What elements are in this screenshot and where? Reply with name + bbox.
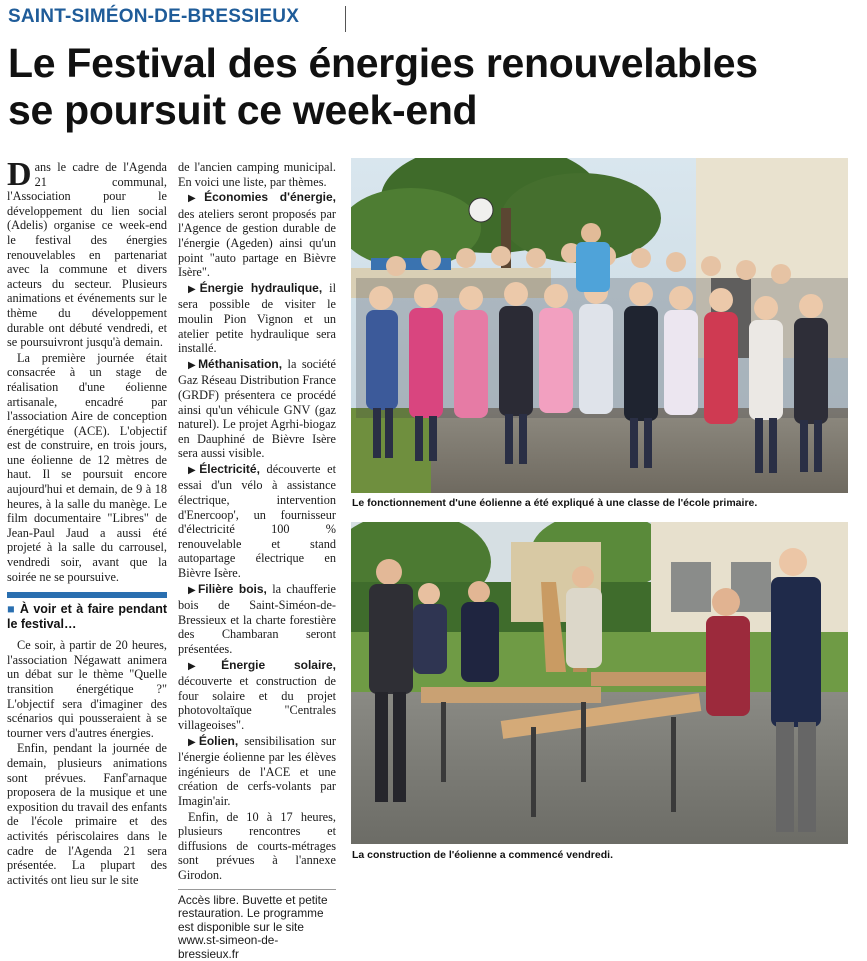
paragraph-stage: La première journée était consacrée à un stage de réalisation d'une éolienne artisanale, encadré par l'association Aire de conception énergétique (ACE). L'objectif est de construire, en trois jours, une éolienne de 12 mètres de haut. Il se poursuit encore aujourd'hui et demain, de 9 à 18 heures, à la salle du manège. Le film documentaire "Libres" de Jean-Paul Jaud a aussi été projeté à la salle du carrousel, vendredi soir, avant que la soirée ne se poursuive. xyxy=(7,351,167,585)
arrow-icon: ▶ xyxy=(188,737,199,748)
item-label: Méthanisation, xyxy=(198,357,282,371)
paragraph-intro-text: ans le cadre de l'Agenda 21 communal, l'Association pour le développement du lien social (Adelis) organise ce week-end le festival des énergies renouvelables en partenariat avec la commune et divers acteurs du secteur. Plusieurs animations et événements sur le thème du développement durable ont débuté vendredi, et se poursuivront jusqu'à demain. xyxy=(7,160,167,349)
item-text: découverte et essai d'un vélo à assistance électrique, intervention d'Enercoop', un fournisseur d'électricité 100 % renouvelable et stand autopartage électrique en Bièvre Isère. xyxy=(178,462,336,580)
article-headline xyxy=(8,40,858,134)
item-label: Filière bois, xyxy=(198,582,267,596)
photo-school-class-image xyxy=(351,158,848,493)
paragraph-girodon: Enfin, de 10 à 17 heures, plusieurs rencontres et diffusions de courts-métrages sont prévues à l'annexe Girodon. xyxy=(178,810,336,883)
item-hydraulique xyxy=(178,281,336,356)
item-solaire xyxy=(178,658,336,733)
item-text: des ateliers seront proposés par l'Agence de gestion durable de l'énergie (Ageden) ainsi qu'un point "auto partage en Bièvre Isère". xyxy=(178,207,336,279)
box-title xyxy=(7,592,167,632)
arrow-icon: ▶ xyxy=(188,465,199,476)
paragraph-tonight: Ce soir, à partir de 20 heures, l'association Négawatt animera un débat sur le thème "Quelle transition énergétique ?" L'objectif sera d'imaginer des scénarios qui pousseraient à se tourner vers d'autres énergies. xyxy=(7,638,167,740)
arrow-icon: ▶ xyxy=(188,360,198,371)
photo-school-class xyxy=(351,158,848,493)
box-bullet-icon: ■ xyxy=(7,602,20,616)
article-column-2 xyxy=(178,160,336,961)
item-label: Éolien, xyxy=(199,734,238,748)
photo-1-caption: Le fonctionnement d'une éolienne a été expliqué à une classe de l'école primaire. xyxy=(352,497,757,509)
item-text: découverte et construction de four solaire et du projet photovoltaïque "Centrales villageoises". xyxy=(178,674,336,732)
article-column-1 xyxy=(7,160,167,888)
kicker-divider xyxy=(345,6,346,32)
item-text: la chaufferie bois de Saint-Siméon-de-Bressieux et la charte forestière des Chambaran seront présentées. xyxy=(178,582,336,656)
paragraph-intro xyxy=(7,160,167,350)
box-title-text: À voir et à faire pendant le festival… xyxy=(7,602,167,631)
arrow-icon: ▶ xyxy=(188,585,198,596)
practical-info: Accès libre. Buvette et petite restauration. Le programme est disponible sur le site www.st-simeon-de-bressieux.fr xyxy=(178,889,336,961)
item-economies xyxy=(178,190,336,280)
section-kicker: SAINT-SIMÉON-DE-BRESSIEUX xyxy=(8,6,299,28)
item-methanisation xyxy=(178,357,336,461)
paragraph-site: de l'ancien camping municipal. En voici une liste, par thèmes. xyxy=(178,160,336,189)
item-text: la société Gaz Réseau Distribution France (GRDF) présentera ce procédé ainsi qu'un véhicule GNV (gaz naturel). Le projet Agrhi-biogaz en Dauphiné de Bièvre Isère sera aussi visible. xyxy=(178,357,336,461)
photo-construction xyxy=(351,522,848,844)
item-text: il sera possible de visiter le moulin Pion Vignon et un atelier petite hydraulique sera installé. xyxy=(178,281,336,355)
dropcap: D xyxy=(7,161,32,189)
headline-line-1: Le Festival des énergies renouvelables xyxy=(8,40,858,87)
item-label: Économies d'énergie, xyxy=(204,190,336,204)
item-label: Électricité, xyxy=(199,462,260,476)
item-label: Énergie solaire, xyxy=(221,658,336,672)
item-label: Énergie hydraulique, xyxy=(200,281,323,295)
headline-line-2: se poursuit ce week-end xyxy=(8,87,858,134)
item-text: sensibilisation sur l'énergie éolienne par les élèves ingénieurs de l'ACE et une création de cerfs-volants par Imagin'air. xyxy=(178,734,336,808)
item-eolien xyxy=(178,734,336,809)
photo-2-caption: La construction de l'éolienne a commencé vendredi. xyxy=(352,849,613,861)
photo-construction-image xyxy=(351,522,848,844)
paragraph-tomorrow: Enfin, pendant la journée de demain, plusieurs animations sont prévues. Fanf'arnaque proposera de la musique et une exposition du travail des enfants de l'école primaire et des activités périscolaires dans le cadre de l'Agenda 21 sera présentée. La plupart des activités ont lieu sur le site xyxy=(7,741,167,887)
arrow-icon: ▶ xyxy=(188,193,204,204)
arrow-icon: ▶ xyxy=(188,661,221,672)
arrow-icon: ▶ xyxy=(188,284,200,295)
item-bois xyxy=(178,582,336,657)
item-electricite xyxy=(178,462,336,581)
